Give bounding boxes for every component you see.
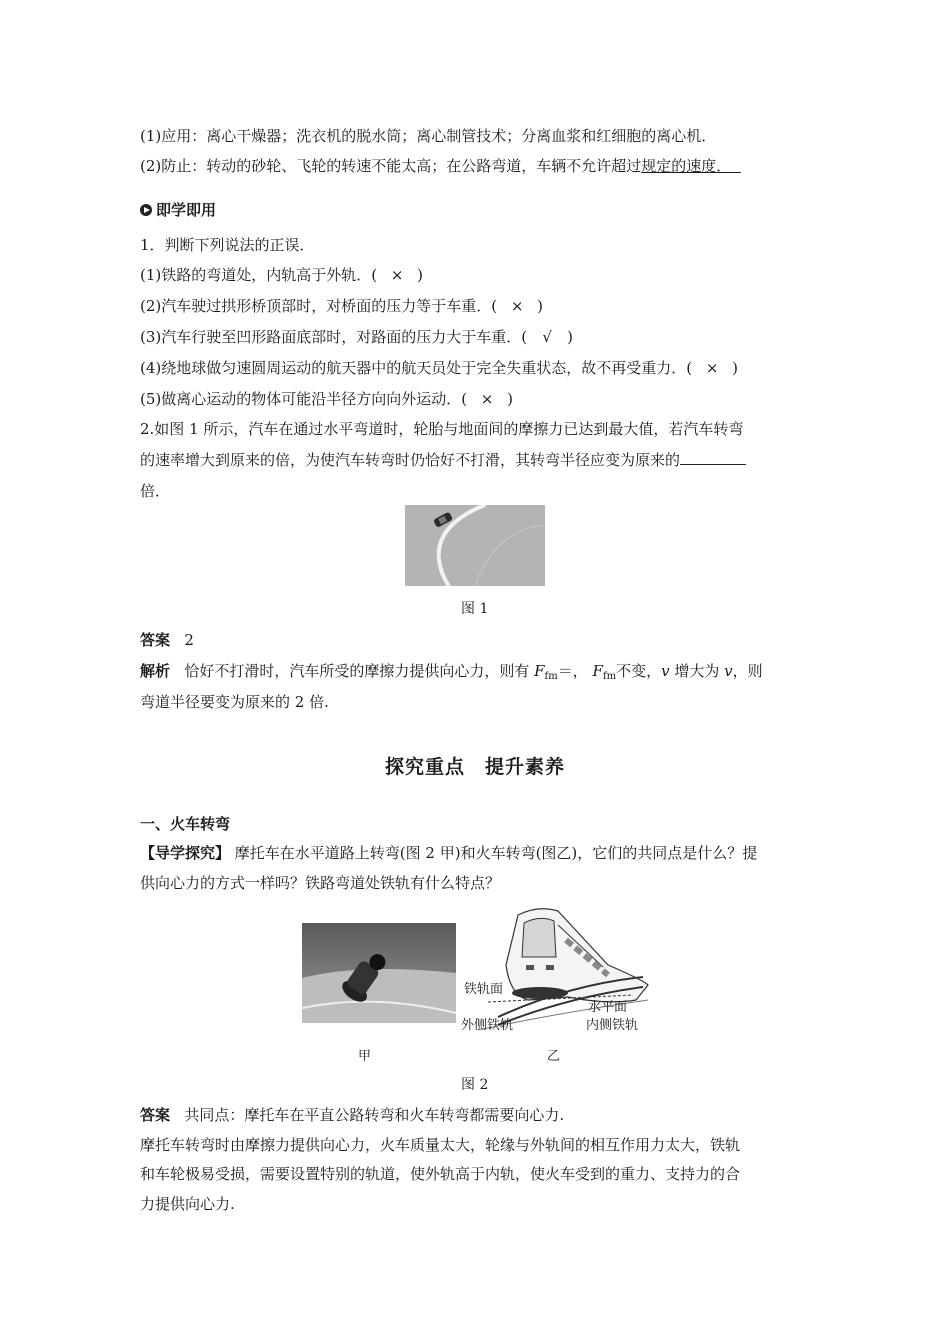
motorcycle-image [302,923,456,1023]
answer-2-line1: 答案 共同点：摩托车在平直公路转弯和火车转弯都需要向心力. [140,1106,565,1124]
figure-2-caption: 图 2 [461,1077,489,1093]
judgement-2: (2)汽车驶过拱形桥顶部时，对桥面的压力等于车重．( × ) [140,297,543,315]
label-outer-rail: 外侧铁轨 [461,1018,514,1033]
application-item: (1)应用：离心干燥器；洗衣机的脱水筒；离心制管技术；分离血浆和红细胞的离心机． [140,127,717,145]
label-inner-rail: 内侧铁轨 [586,1018,639,1033]
question-2-line2: 的速率增大到原来的倍，为使汽车转弯时仍恰好不打滑，其转弯半径应变为原来的 [140,450,746,470]
guide-line1: 【导学探究】 摩托车在水平道路上转弯(图 2 甲)和火车转弯(图乙)，它们的共同点是什么？提 [140,844,758,862]
judgement-mark: √ [542,328,552,346]
play-icon [140,204,152,216]
subsection-title: 一、火车转弯 [140,815,231,833]
answer-2-line2: 摩托车转弯时由摩擦力提供向心力，火车质量太大，轮缘与外轨间的相互作用力太大，铁轨 [140,1136,741,1154]
answer-2-line4: 力提供向心力. [140,1195,235,1213]
prevention-item [140,156,741,176]
figure-2-label-yi: 乙 [547,1049,561,1064]
judgement-3: (3)汽车行驶至凹形路面底部时，对路面的压力大于车重．( √ ) [140,328,573,346]
prevention-text: (2)防止：转动的砂轮、飞轮的转速不能太高；在公路弯道，车辆不允许超过 [140,157,642,175]
answer-2-line3: 和车轮极易受损，需要设置特别的轨道，使外轨高于内轨，使火车受到的重力、支持力的合 [140,1165,741,1183]
answer-label: 答案 [140,1106,171,1124]
analysis-line2: 弯道半径要变为原来的 2 倍. [140,693,329,711]
guide-label: 【导学探究】 [140,844,231,862]
answer-label: 答案 [140,631,171,649]
judgement-mark: × [390,266,404,284]
judgement-5: (5)做离心运动的物体可能沿半径方向向外运动．( × ) [140,390,513,408]
question-2-line1: 2.如图 1 所示，汽车在通过水平弯道时，轮胎与地面间的摩擦力已达到最大值，若汽车转弯 [140,420,744,438]
judgement-1: (1)铁路的弯道处，内轨高于外轨．( × ) [140,266,423,284]
figure-1-caption: 图 1 [461,601,489,617]
answer-value: 2 [184,631,194,649]
section-title: 探究重点 提升素养 [384,756,565,778]
label-rail-surface: 铁轨面 [464,982,504,997]
prevention-underlined: 规定的速度． [641,157,732,175]
judgement-mark: × [510,297,524,315]
practice-heading [140,200,216,220]
car-on-curve-image [405,505,545,586]
practice-heading-text: 即学即用 [156,201,217,219]
analysis-label: 解析 [140,662,171,680]
label-horizontal: 水平面 [588,1000,628,1015]
guide-line2: 供向心力的方式一样吗？铁路弯道处铁轨有什么特点？ [140,874,501,892]
question-1-title: 1．判断下列说法的正误． [140,236,315,254]
judgement-mark: × [705,359,719,377]
answer-blank [680,450,746,465]
judgement-mark: × [480,390,494,408]
judgement-4: (4)绕地球做匀速圆周运动的航天器中的航天员处于完全失重状态，故不再受重力．( × ) [140,359,738,377]
figure-2-label-jia: 甲 [358,1049,372,1064]
answer-1 [140,630,194,650]
analysis-line1: 解析 恰好不打滑时，汽车所受的摩擦力提供向心力，则有 $F_{fm}=$， $F_{fm}$不变，v 增大为 v，则 [140,662,763,682]
question-2-line3: 倍． [140,482,171,500]
